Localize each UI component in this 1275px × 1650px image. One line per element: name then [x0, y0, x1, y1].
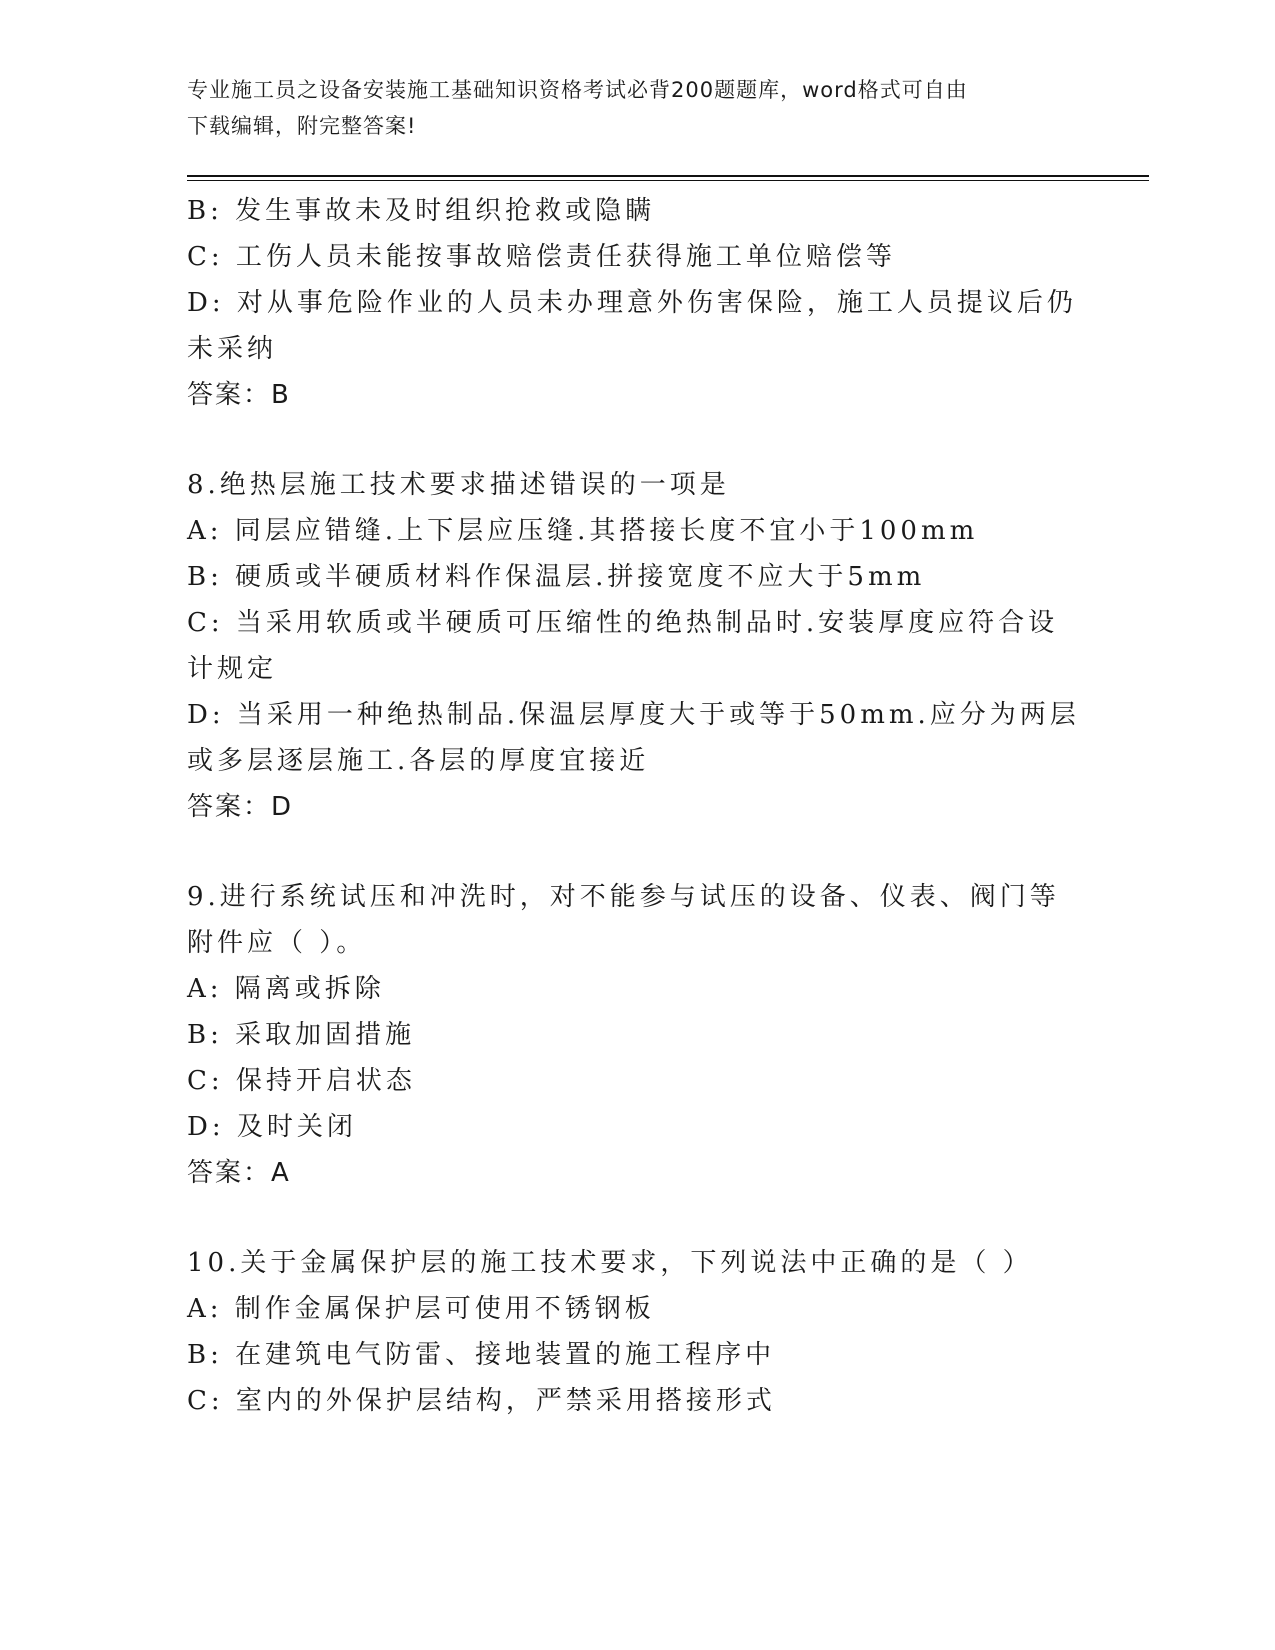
- document-body: [187, 188, 1087, 1424]
- question-stem: 9.进行系统试压和冲洗时，对不能参与试压的设备、仪表、阀门等附件应（ ）。: [187, 882, 1060, 958]
- option-c: C: 室内的外保护层结构，严禁采用搭接形式: [187, 1386, 776, 1416]
- option-c: C: 工伤人员未能按事故赔偿责任获得施工单位赔偿等: [187, 242, 896, 272]
- header-line-2: 下载编辑，附完整答案!: [187, 114, 417, 138]
- question-10: [187, 1240, 1087, 1424]
- option-b: B: 在建筑电气防雷、接地装置的施工程序中: [187, 1340, 776, 1370]
- option-b: B: 硬质或半硬质材料作保温层.拼接宽度不应大于5mm: [187, 562, 926, 592]
- option-c: C: 当采用软质或半硬质可压缩性的绝热制品时.安装厚度应符合设计规定: [187, 608, 1059, 684]
- header-divider-thick: [187, 175, 1149, 177]
- option-d: D: 对从事危险作业的人员未办理意外伤害保险，施工人员提议后仍未采纳: [187, 288, 1077, 364]
- option-d: D: 及时关闭: [187, 1112, 357, 1142]
- header-divider-thin: [187, 180, 1149, 181]
- document-header: [187, 72, 1087, 144]
- question-stem: 8.绝热层施工技术要求描述错误的一项是: [187, 470, 730, 500]
- option-c: C: 保持开启状态: [187, 1066, 416, 1096]
- option-a: A: 制作金属保护层可使用不锈钢板: [187, 1294, 655, 1324]
- question-9: [187, 874, 1087, 1196]
- option-b: B: 发生事故未及时组织抢救或隐瞒: [187, 196, 656, 226]
- question-8: [187, 462, 1087, 830]
- question-7-continued: [187, 188, 1087, 418]
- answer: 答案：D: [187, 792, 294, 822]
- answer: 答案：A: [187, 1158, 291, 1188]
- option-b: B: 采取加固措施: [187, 1020, 416, 1050]
- option-a: A: 隔离或拆除: [187, 974, 385, 1004]
- answer: 答案：B: [187, 380, 291, 410]
- header-line-1: 专业施工员之设备安装施工基础知识资格考试必背200题题库，word格式可自由: [187, 78, 968, 102]
- option-d: D: 当采用一种绝热制品.保温层厚度大于或等于50mm.应分为两层或多层逐层施工.各层的厚度宜接近: [187, 700, 1080, 776]
- question-stem: 10.关于金属保护层的施工技术要求，下列说法中正确的是（ ）: [187, 1248, 1033, 1278]
- option-a: A: 同层应错缝.上下层应压缝.其搭接长度不宜小于100mm: [187, 516, 979, 546]
